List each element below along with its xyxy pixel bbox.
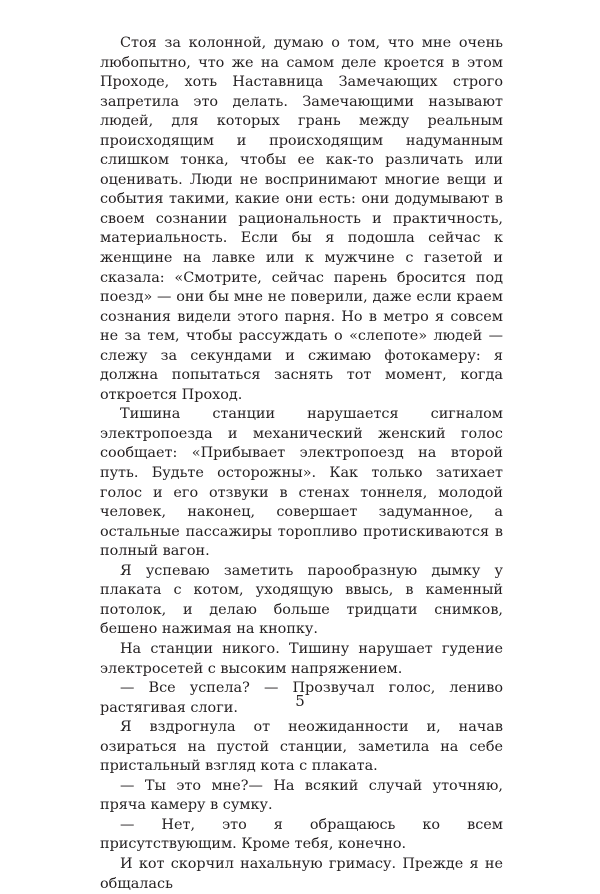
dialogue-line: — Ты это мне?— На всякий случай уточняю, пряча камеру в сумку. [100, 777, 503, 814]
paragraph: И кот скорчил нахальную гримасу. Прежде я не общалась [100, 855, 503, 892]
body-text [100, 34, 503, 894]
dialogue-line: — Нет, это я обращаюсь ко всем присутствующим. Кроме тебя, конечно. [100, 816, 503, 853]
paragraph: На станции никого. Тишину нарушает гудение электросетей с высоким напряжением. [100, 640, 503, 677]
page-number: 5 [295, 692, 305, 710]
dialogue-line: — Все успела? — Прозвучал голос, лениво растягивая слоги. [100, 680, 503, 716]
paragraph: Я вздрогнула от неожиданности и, начав озираться на пустой станции, заметила на себе пристальный взгляд кота с плаката. [100, 719, 503, 775]
paragraph: Тишина станции нарушается сигналом электропоезда и механический женский голос сообщает: «Прибывает электропоезд на второй путь. Будьте осторожны». Как только затихает голос и его отзвуки в стенах тоннеля, молодой человек, наконец, совершает задуманное, а остальные пассажиры торопливо протискиваются в полный вагон. [100, 406, 503, 560]
paragraph: Стоя за колонной, думаю о том, что мне очень любопытно, что же на самом деле кроется в этом Проходе, хоть Наставница Замечающих строго запретила это делать. Замечающими называют людей, для которых грань между реальным происходящим и происходящим надуманным слишком тонка, чтобы ее как-то различать или оценивать. Люди не воспринимают многие вещи и события такими, какие они есть: они додумывают в своем сознании рациональность и практичность, материальность. Если бы я подошла сейчас к женщине на лавке или к мужчине с газетой и сказала: «Смотрите, сейчас парень бросится под поезд» — они бы мне не поверили, даже если краем сознания видели этого парня. Но в метро я совсем не за тем, чтобы рассуждать о «слепоте» людей — слежу за секундами и сжимаю фотокамеру: я должна попытаться заснять тот момент, когда откроется Проход. [100, 35, 503, 403]
paragraph: Я успеваю заметить парообразную дымку у плаката с котом, уходящую ввысь, в каменный потолок, и делаю больше тридцати снимков, бешено нажимая на кнопку. [100, 562, 503, 638]
